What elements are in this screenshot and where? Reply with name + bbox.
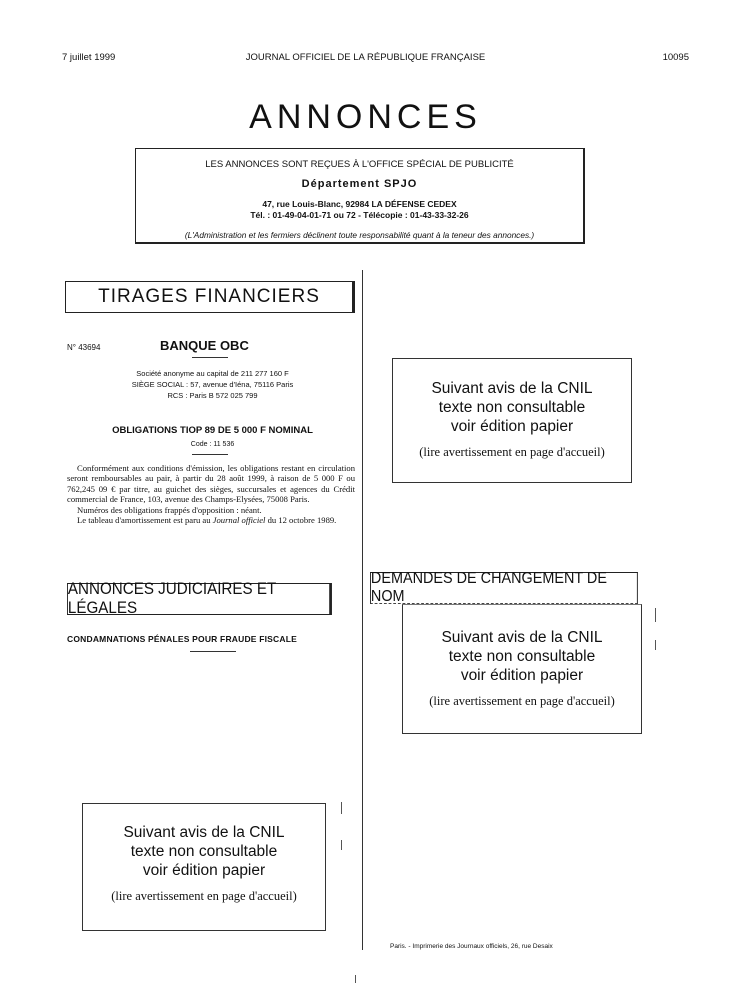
column-divider: [362, 270, 363, 950]
header-page-number: 10095: [662, 52, 689, 63]
scan-mark: [341, 802, 342, 814]
body-paragraph: Numéros des obligations frappés d'opposition : néant.: [77, 504, 262, 515]
company-seat: SIÈGE SOCIAL : 57, avenue d'Iéna, 75116 Paris: [131, 380, 294, 389]
scan-mark: [341, 840, 342, 850]
info-box: [135, 148, 585, 244]
cnil-notice-box: [392, 358, 632, 483]
cnil-line: voir édition papier: [142, 862, 266, 879]
cnil-line: voir édition papier: [460, 667, 584, 684]
obligations-code: Code : 11 536: [190, 441, 235, 448]
header-journal-title: JOURNAL OFFICIEL DE LA RÉPUBLIQUE FRANÇAISE: [245, 52, 486, 63]
divider-rule: [190, 651, 236, 652]
info-phone: Tél. : 01-49-04-01-71 ou 72 - Télécopie : 01-43-33-32-26: [250, 210, 469, 220]
page-title: ANNONCES: [249, 98, 482, 136]
divider-rule: [192, 357, 228, 358]
info-line: LES ANNONCES SONT REÇUES À L'OFFICE SPÉCIAL DE PUBLICITÉ: [205, 159, 514, 170]
section-heading-demandes-changement-nom: DEMANDES DE CHANGEMENT DE NOM: [370, 572, 638, 604]
divider-rule: [192, 454, 228, 455]
notice-number: N° 43694: [67, 343, 101, 352]
paragraph-text: du 12 octobre 1989.: [265, 515, 337, 526]
cnil-line: texte non consultable: [438, 399, 586, 416]
cnil-line: voir édition papier: [450, 418, 574, 435]
cnil-line: Suivant avis de la CNIL: [441, 629, 603, 646]
cnil-line: Suivant avis de la CNIL: [431, 380, 593, 397]
company-details: [70, 368, 355, 401]
info-address: 47, rue Louis-Blanc, 92984 LA DÉFENSE CEDEX: [262, 199, 457, 209]
scan-mark: [655, 640, 656, 650]
printer-footer: Paris. - Imprimerie des Journaux officiels, 26, rue Desaix: [390, 943, 553, 950]
cnil-line: texte non consultable: [130, 843, 278, 860]
cnil-line: Suivant avis de la CNIL: [123, 824, 285, 841]
info-department: Département SPJO: [301, 178, 418, 190]
section-heading-annonces-judiciaires: ANNONCES JUDICIAIRES ET LÉGALES: [67, 583, 332, 615]
company-rcs: RCS : Paris B 572 025 799: [167, 391, 258, 400]
scan-mark: [655, 608, 656, 622]
scan-mark: [355, 975, 356, 983]
paragraph-text: Le tableau d'amortissement est paru au: [77, 515, 213, 526]
cnil-note: (lire avertissement en page d'accueil): [419, 445, 605, 459]
cnil-notice-box: [402, 604, 642, 734]
section-heading-tirages: TIRAGES FINANCIERS: [65, 281, 355, 313]
cnil-notice-box: [82, 803, 326, 931]
info-disclaimer: (L'Administration et les fermiers déclinent toute responsabilité quant à la teneur des annonces.): [184, 230, 535, 240]
company-name: BANQUE OBC: [160, 338, 249, 353]
subsection-condamnations: CONDAMNATIONS PÉNALES POUR FRAUDE FISCALE: [67, 634, 297, 644]
body-paragraph: [67, 515, 355, 525]
cnil-note: (lire avertissement en page d'accueil): [429, 694, 615, 708]
cnil-line: texte non consultable: [448, 648, 596, 665]
journal-reference: Journal officiel: [212, 515, 266, 526]
cnil-note: (lire avertissement en page d'accueil): [111, 889, 297, 903]
body-paragraph: Conformément aux conditions d'émission, les obligations restant en circulation seront remboursables au pair, à partir du 28 août 1999, à raison de 5 000 F ou 762,245 09 € par titre, au guichet des sièges, succursales et agences du Crédit commercial de France, 103, avenue des Champs-Elysées, 75008 Paris.: [67, 463, 355, 505]
header-date: 7 juillet 1999: [62, 52, 116, 63]
obligations-title: OBLIGATIONS TIOP 89 DE 5 000 F NOMINAL: [112, 425, 313, 436]
notice-body: [67, 463, 355, 525]
company-capital: Société anonyme au capital de 211 277 160 F: [136, 369, 289, 378]
